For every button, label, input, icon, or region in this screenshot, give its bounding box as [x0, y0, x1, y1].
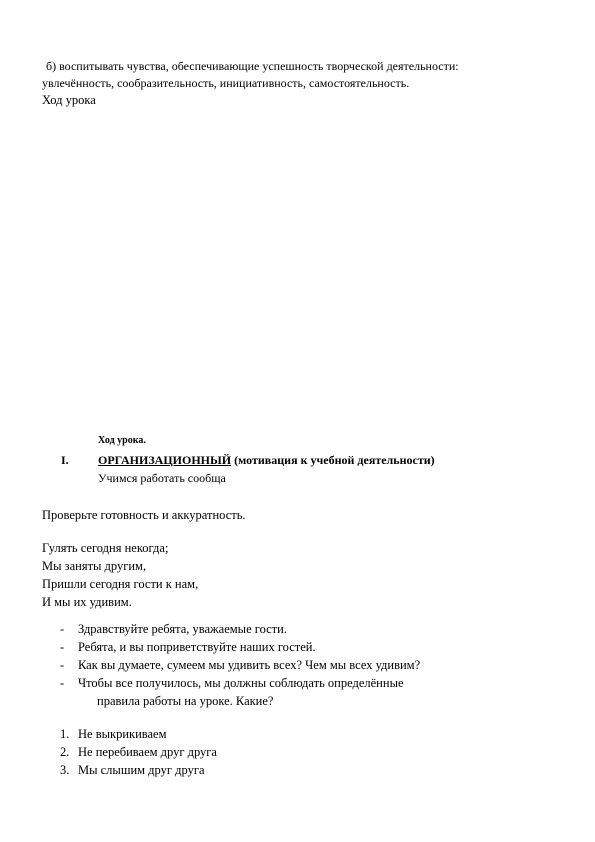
section-title-main: ОРГАНИЗАЦИОННЫЙ	[98, 453, 232, 467]
section-title-rest: (мотивация к учебной деятельности)	[231, 453, 435, 467]
dash-marker: -	[60, 658, 65, 672]
section-subtitle: Учимся работать сообща	[98, 471, 226, 485]
dash-marker: -	[60, 640, 65, 654]
list-item	[60, 674, 404, 692]
rule-item	[60, 761, 205, 779]
poem-line: Гулять сегодня некогда;	[42, 541, 169, 555]
poem-line: И мы их удивим.	[42, 595, 132, 609]
poem-line: Мы заняты другим,	[42, 559, 147, 573]
list-item-text: Чтобы все получилось, мы должны соблюдать определённые	[78, 676, 404, 690]
check-line: Проверьте готовность и аккуратность.	[42, 508, 246, 522]
rule-number: 1.	[60, 727, 70, 741]
section-title	[98, 452, 435, 468]
lesson-small-heading: Ход урока.	[98, 435, 146, 446]
dash-marker: -	[60, 676, 65, 690]
list-item-continuation: правила работы на уроке. Какие?	[97, 694, 274, 708]
rule-number: 2.	[60, 745, 70, 759]
rule-number: 3.	[60, 763, 70, 777]
rule-text: Не выкрикиваем	[78, 727, 167, 741]
rule-text: Мы слышим друг друга	[78, 763, 205, 777]
poem-line: Пришли сегодня гости к нам,	[42, 577, 199, 591]
list-item	[60, 638, 316, 656]
list-item-text: Здравствуйте ребята, уважаемые гости.	[78, 622, 287, 636]
intro-heading: Ход урока	[42, 93, 96, 107]
intro-line-1: б) воспитывать чувства, обеспечивающие успешность творческой деятельности:	[46, 59, 459, 73]
list-item	[60, 656, 420, 674]
rule-item	[60, 743, 217, 761]
list-item-text: Как вы думаете, сумеем мы удивить всех? Чем мы всех удивим?	[78, 658, 421, 672]
section-number: I.	[61, 453, 69, 467]
rule-item	[60, 725, 167, 743]
dash-marker: -	[60, 622, 65, 636]
intro-line-2: увлечённость, сообразительность, инициативность, самостоятельность.	[42, 76, 410, 90]
list-item	[60, 620, 287, 638]
list-item-text: Ребята, и вы поприветствуйте наших гостей.	[78, 640, 316, 654]
rule-text: Не перебиваем друг друга	[78, 745, 217, 759]
